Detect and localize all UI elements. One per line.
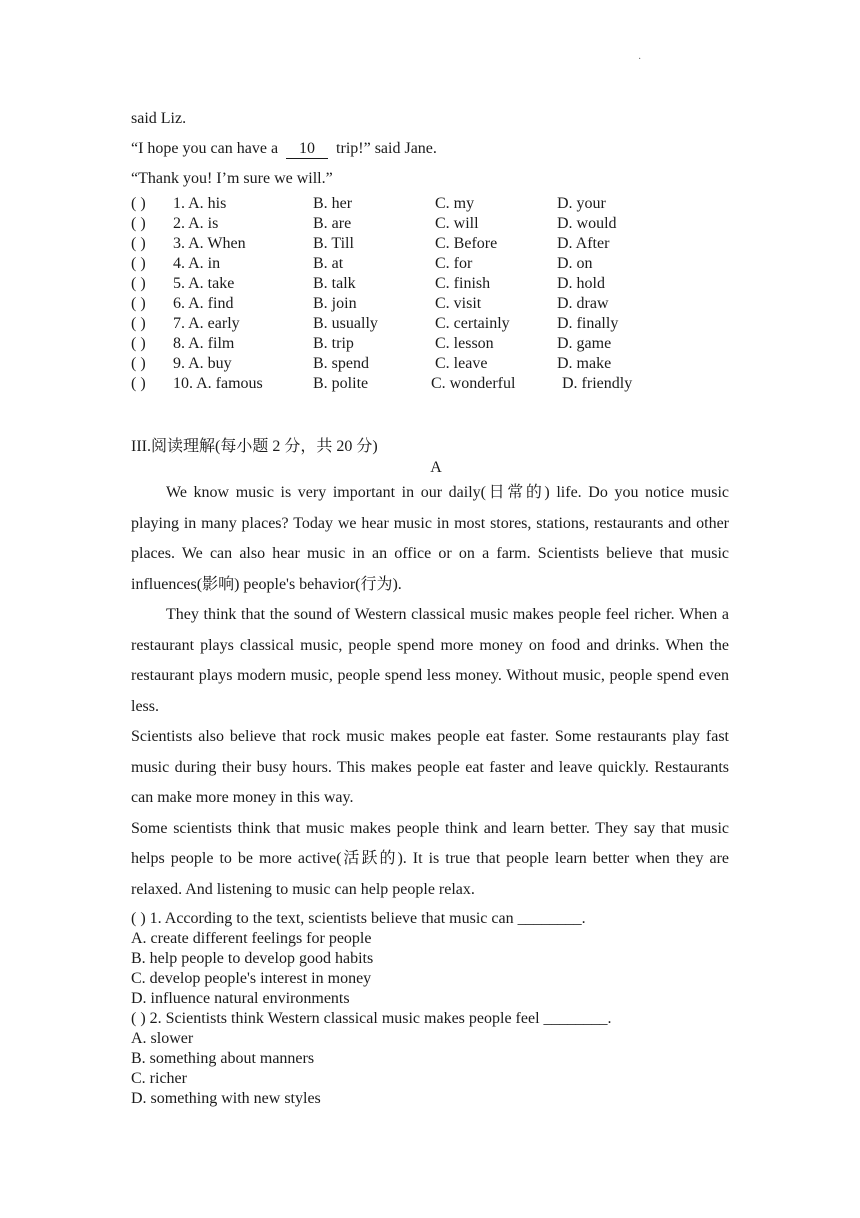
option-c: C. lesson (435, 335, 494, 352)
option-a: 1. A. his (173, 195, 227, 212)
text-line: “Thank you! I’m sure we will.” (131, 170, 333, 187)
option-row (131, 314, 729, 334)
option-c: C. finish (435, 275, 491, 292)
text-line-with-blank (131, 134, 729, 164)
question-stem: ( ) 2. Scientists think Western classical music makes people feel ________. (131, 1010, 612, 1027)
answer-paren: ( ) (131, 275, 146, 292)
option-row (131, 334, 729, 354)
option-d: D. finally (557, 315, 619, 332)
answer-paren: ( ) (131, 215, 146, 232)
option-a: 3. A. When (173, 235, 246, 252)
option-d: D. would (557, 215, 617, 232)
option-b: B. talk (313, 275, 356, 292)
option-d: D. your (557, 195, 606, 212)
option-b: B. polite (313, 375, 369, 392)
option-row (131, 274, 729, 294)
question-stem: ( ) 1. According to the text, scientists believe that music can ________. (131, 910, 586, 927)
answer-paren: ( ) (131, 255, 146, 272)
passage-paragraph: We know music is very important in our daily(日常的) life. Do you notice music playing in many places? Today we hear music in most stores, stations, restaurants and other places. We can also hear music in an office or on a farm. Scientists believe that music influences(影响) people's behavior(行为). (131, 484, 729, 593)
option-b: B. spend (313, 355, 369, 372)
option-a: 2. A. is (173, 215, 219, 232)
option-row (131, 214, 729, 234)
text-fragment: trip!” said Jane. (332, 140, 437, 157)
question-option: D. something with new styles (131, 1090, 321, 1107)
option-d: D. game (557, 335, 612, 352)
question-option: D. influence natural environments (131, 990, 350, 1007)
option-b: B. Till (313, 235, 354, 252)
document-page (131, 104, 729, 1109)
option-a: 7. A. early (173, 315, 240, 332)
answer-paren: ( ) (131, 355, 146, 372)
option-d: D. draw (557, 295, 609, 312)
option-c: C. my (435, 195, 475, 212)
option-a: 8. A. film (173, 335, 235, 352)
answer-paren: ( ) (131, 195, 146, 212)
option-d: D. make (557, 355, 612, 372)
option-row (131, 374, 729, 394)
option-d: D. hold (557, 275, 605, 292)
option-d: D. friendly (562, 375, 633, 392)
option-row (131, 254, 729, 274)
question-option: B. help people to develop good habits (131, 950, 374, 967)
answer-paren: ( ) (131, 295, 146, 312)
question-option: A. slower (131, 1030, 194, 1047)
option-b: B. are (313, 215, 352, 232)
option-c: C. Before (435, 235, 498, 252)
answer-paren: ( ) (131, 235, 146, 252)
passage-paragraph: They think that the sound of Western classical music makes people feel richer. When a restaurant plays classical music, people spend more money on food and drinks. When the restaurant plays modern music, people spend less money. Without music, people spend even less. (131, 606, 729, 715)
option-b: B. join (313, 295, 357, 312)
passage-paragraph: Some scientists think that music makes people think and learn better. They say that music helps people to be more active(活跃的). It is true that people learn better when they are relaxed. And listening to music can help people relax. (131, 819, 729, 898)
option-d: D. on (557, 255, 593, 272)
question-block (131, 909, 729, 1109)
option-b: B. trip (313, 335, 354, 352)
option-a: 5. A. take (173, 275, 235, 292)
option-d: D. After (557, 235, 610, 252)
option-b: B. her (313, 195, 353, 212)
option-c: C. will (435, 215, 479, 232)
option-row (131, 354, 729, 374)
option-c: C. leave (435, 355, 488, 372)
corner-mark: · (638, 54, 642, 65)
text-fragment: “I hope you can have a (131, 140, 283, 157)
question-option: B. something about manners (131, 1050, 315, 1067)
option-row (131, 194, 729, 214)
text-line: said Liz. (131, 110, 187, 127)
section-title: III.阅读理解(每小题 2 分，共 20 分) (131, 438, 378, 455)
answer-paren: ( ) (131, 375, 146, 392)
option-row (131, 294, 729, 314)
option-row (131, 234, 729, 254)
question-option: C. develop people's interest in money (131, 970, 372, 987)
question-option: A. create different feelings for people (131, 930, 372, 947)
option-a: 10. A. famous (173, 375, 263, 392)
option-b: B. usually (313, 315, 378, 332)
passage-label: A (430, 459, 442, 476)
question-option: C. richer (131, 1070, 187, 1087)
option-c: C. wonderful (431, 375, 516, 392)
option-c: C. for (435, 255, 473, 272)
answer-paren: ( ) (131, 335, 146, 352)
option-b: B. at (313, 255, 344, 272)
option-c: C. visit (435, 295, 482, 312)
blank-10: 10 (286, 140, 328, 159)
cloze-options (131, 194, 729, 394)
option-a: 6. A. find (173, 295, 234, 312)
option-a: 9. A. buy (173, 355, 232, 372)
passage-paragraph: Scientists also believe that rock music makes people eat faster. Some restaurants play fast music during their busy hours. This makes people eat faster and leave quickly. Restaurants can make more money in this way. (131, 728, 729, 806)
option-a: 4. A. in (173, 255, 221, 272)
option-c: C. certainly (435, 315, 510, 332)
answer-paren: ( ) (131, 315, 146, 332)
